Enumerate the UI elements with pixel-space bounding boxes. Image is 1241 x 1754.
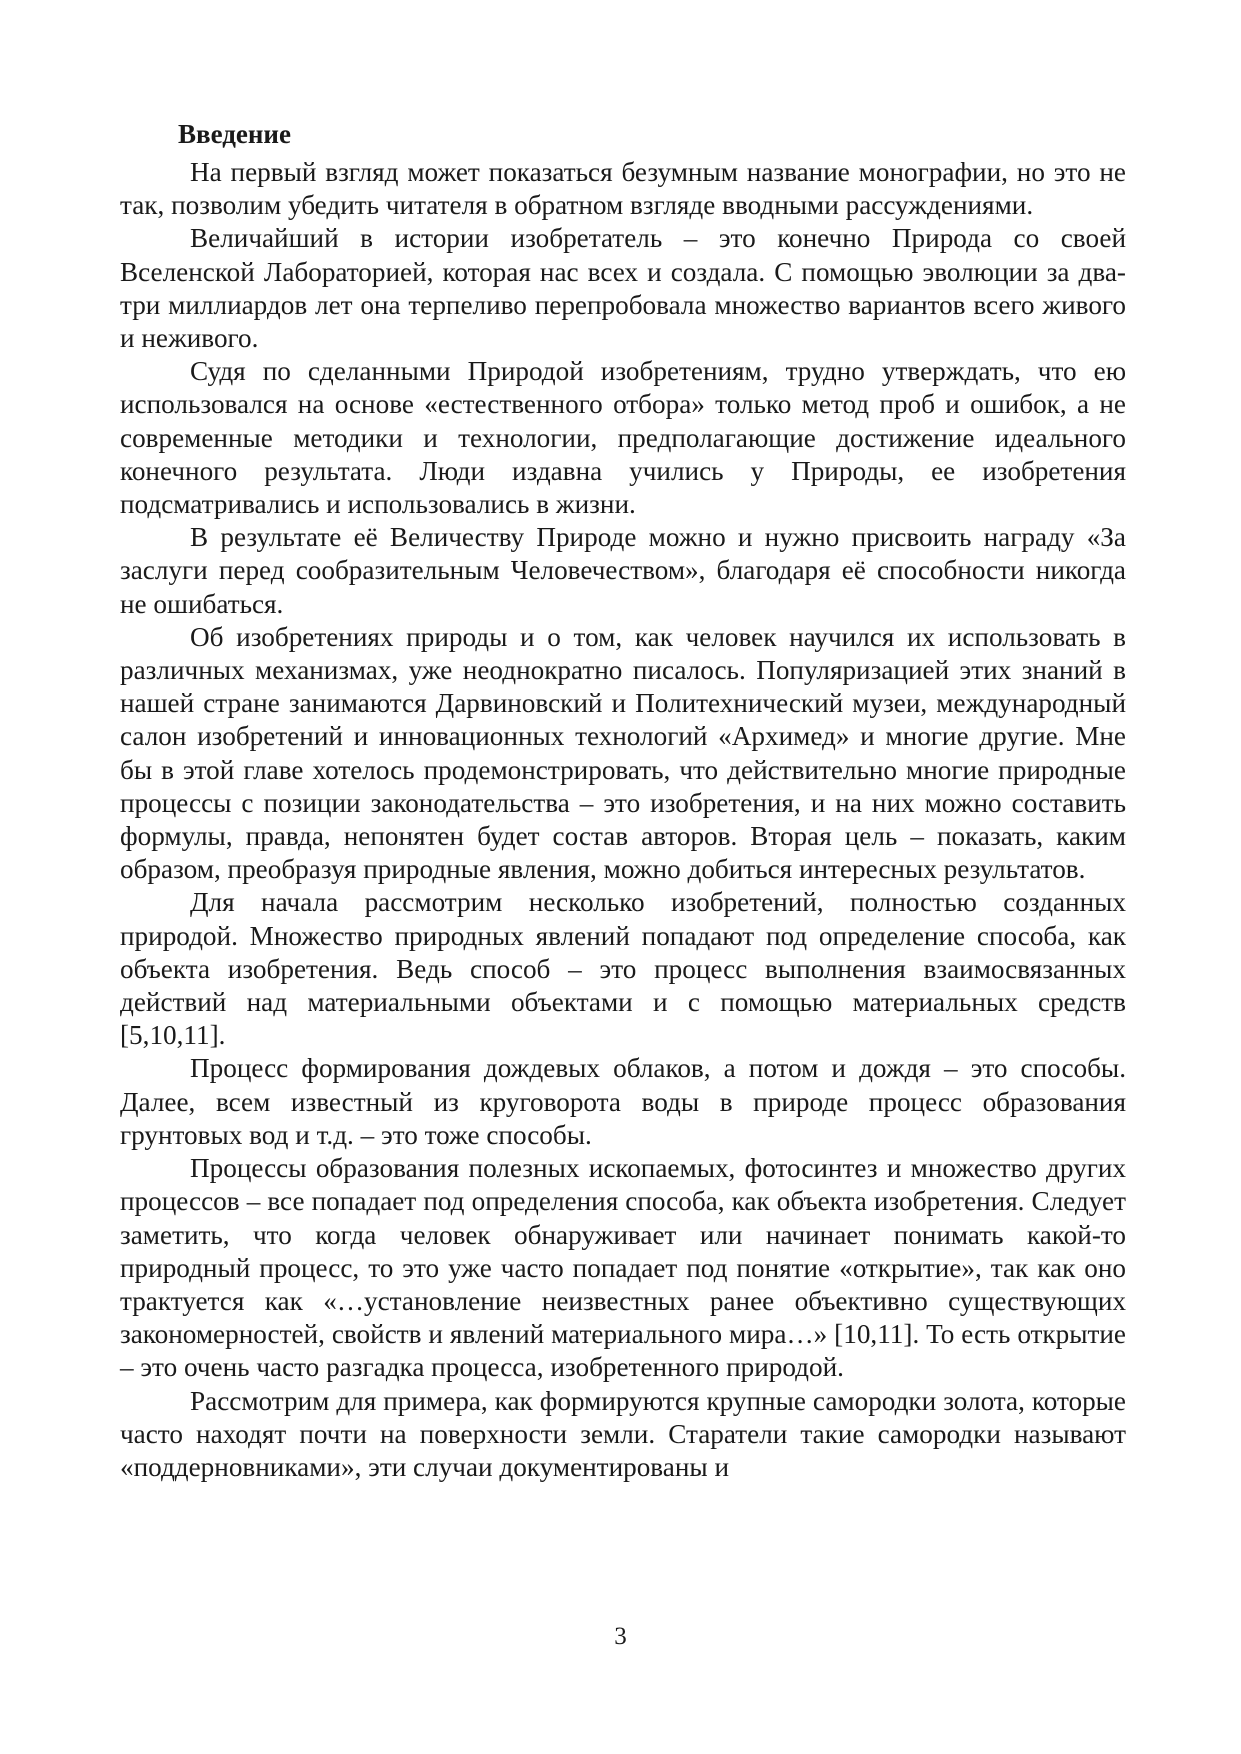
- paragraph-8: Процессы образования полезных ископаемых, фотосинтез и множество других процессов – все попадает под определения способа, как объекта изобретения. Следует заметить, что когда человек обнаруживает или начинает понимать какой-то природный процесс, то это уже часто попадает под понятие «открытие», так как оно трактуется как «…установление неизвестных ранее объективно существующих закономерностей, свойств и явлений материального мира…» [10,11]. То есть открытие – это очень часто разгадка процесса, изобретенного природой.: [120, 1153, 1126, 1383]
- paragraph-6: Для начала рассмотрим несколько изобретений, полностью созданных природой. Множество природных явлений попадают под определение способа, как объекта изобретения. Ведь способ – это процесс выполнения взаимосвязанных действий над материальными объектами и с помощью материальных средств [5,10,11].: [120, 887, 1126, 1051]
- paragraph-4: В результате её Величеству Природе можно и нужно присвоить награду «За заслуги перед сообразительным Человечеством», благодаря её способности никогда не ошибаться.: [120, 522, 1126, 619]
- paragraph-2: Величайший в истории изобретатель – это конечно Природа со своей Вселенской Лабораторией, которая нас всех и создала. С помощью эволюции за два-три миллиардов лет она терпеливо перепробовала множество вариантов всего живого и неживого.: [120, 223, 1126, 354]
- paragraph-1: На первый взгляд может показаться безумным название монографии, но это не так, позволим убедить читателя в обратном взгляде вводными рассуждениями.: [120, 157, 1126, 221]
- paragraph-9: Рассмотрим для примера, как формируются крупные самородки золота, которые часто находят почти на поверхности земли. Старатели такие самородки называют «поддерновниками», эти случаи документированы и: [120, 1385, 1126, 1482]
- section-heading: Введение: [178, 119, 291, 149]
- page-number: 3: [614, 1623, 627, 1650]
- paragraph-7: Процесс формирования дождевых облаков, а потом и дождя – это способы. Далее, всем известный из круговорота воды в природе процесс образования грунтовых вод и т.д. – это тоже способы.: [120, 1053, 1126, 1150]
- paragraph-3: Судя по сделанными Природой изобретениям, трудно утверждать, что ею использовался на основе «естественного отбора» только метод проб и ошибок, а не современные методики и технологии, предполагающие достижение идеального конечного результата. Люди издавна учились у Природы, ее изобретения подсматривались и использовались в жизни.: [120, 356, 1126, 520]
- paragraph-5: Об изобретениях природы и о том, как человек научился их использовать в различных механизмах, уже неоднократно писалось. Популяризацией этих знаний в нашей стране занимаются Дарвиновский и Политехнический музеи, международный салон изобретений и инновационных технологий «Архимед» и многие другие. Мне бы в этой главе хотелось продемонстрировать, что действительно многие природные процессы с позиции законодательства – это изобретения, и на них можно составить формулы, правда, непонятен будет состав авторов. Вторая цель – показать, каким образом, преобразуя природные явления, можно добиться интересных результатов.: [120, 621, 1126, 885]
- page-body: [120, 118, 1126, 1484]
